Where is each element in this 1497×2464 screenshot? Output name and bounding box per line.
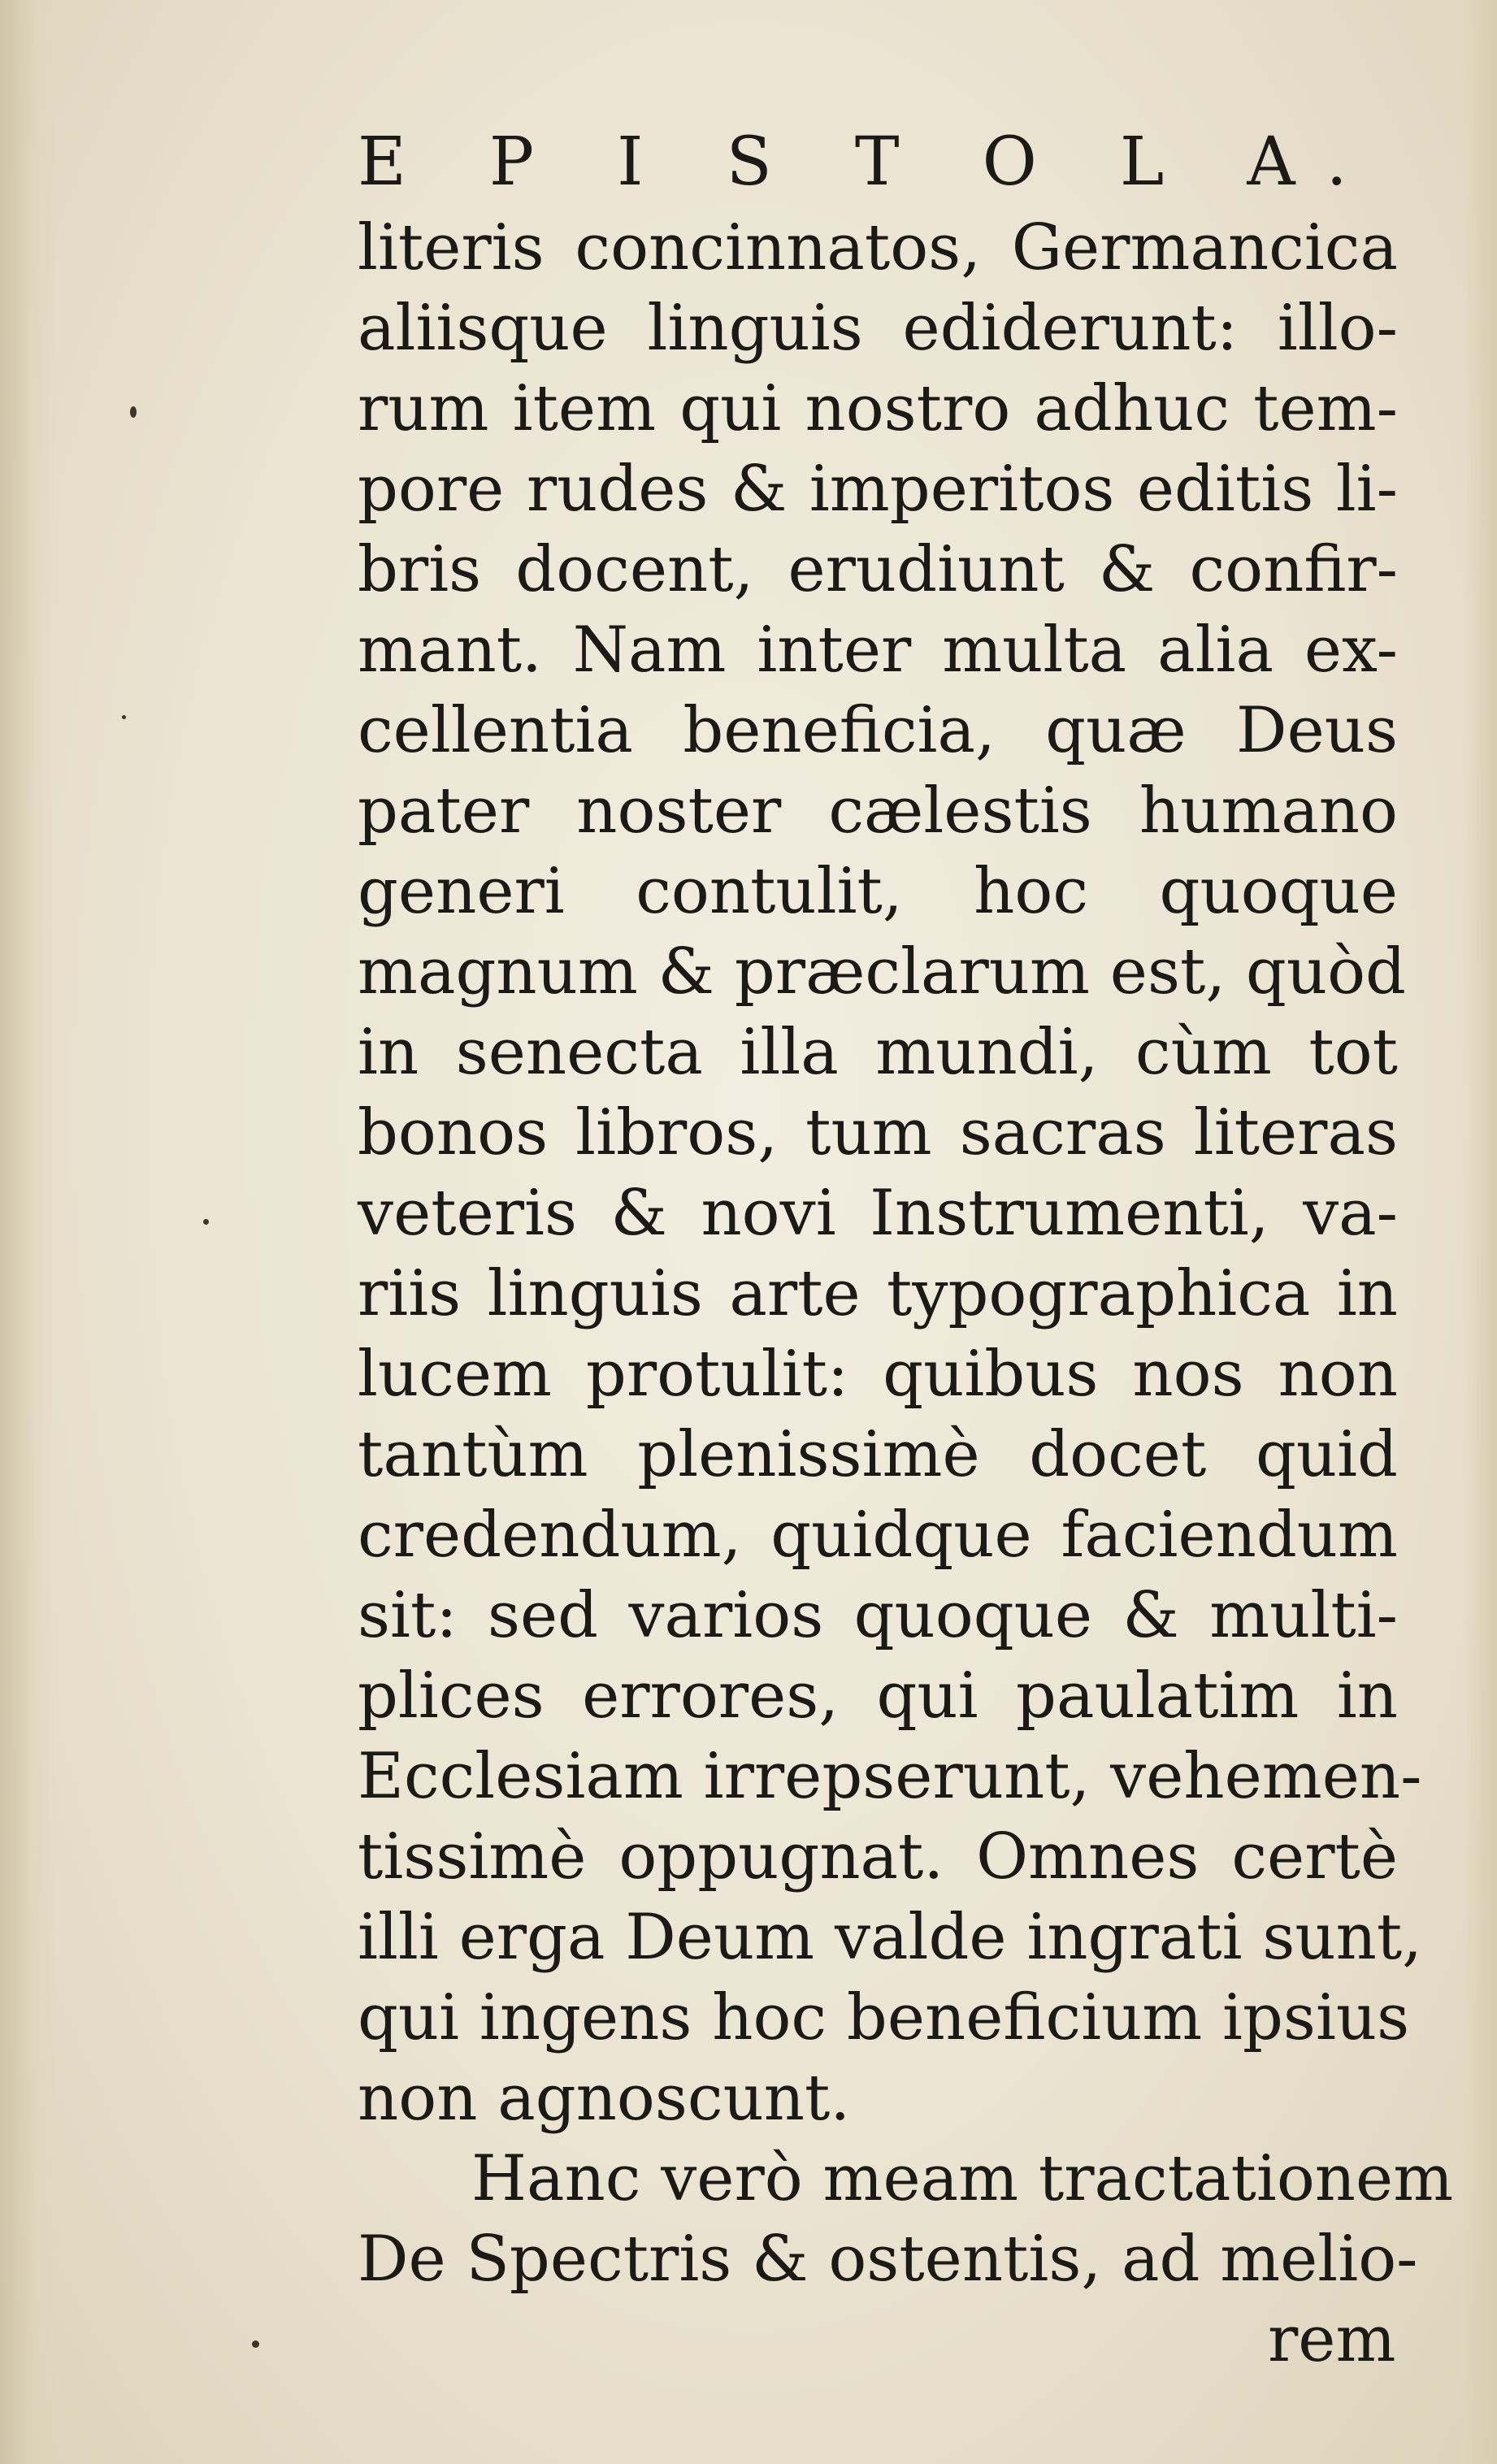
text-line: bris docent, erudiunt & confir- (358, 533, 1398, 606)
text-line: De Spectris & ostentis, ad melio- (358, 2223, 1418, 2296)
text-line: plices errores, qui paulatim in (358, 1659, 1398, 1733)
page-gutter-shadow (0, 0, 57, 2464)
text-line: cellentia beneficia, quæ Deus (358, 694, 1398, 767)
text-line: Ecclesiam irrepserunt, vehemen- (358, 1740, 1422, 1813)
text-line: sit: sed varios quoque & multi- (358, 1579, 1398, 1652)
text-line: illi erga Deum valde ingrati sunt, (358, 1901, 1422, 1974)
text-line: veteris & novi Instrumenti, va- (358, 1177, 1398, 1250)
paper-speck (252, 2340, 259, 2348)
text-line: tissimè oppugnat. Omnes certè (358, 1820, 1398, 1894)
text-line: pater noster cælestis humano (358, 774, 1398, 848)
paper-speck (122, 715, 126, 719)
catchword: rem (1268, 2303, 1396, 2376)
running-head: E P I S T O L A. (358, 124, 1378, 201)
text-line: magnum & præclarum est, quòd (358, 935, 1406, 1009)
text-line: aliisque linguis ediderunt: illo- (358, 292, 1398, 365)
text-line: rum item qui nostro adhuc tem- (358, 372, 1398, 445)
paper-speck (130, 406, 137, 418)
text-line: generi contulit, hoc quoque (358, 855, 1398, 928)
text-line: in senecta illa mundi, cùm tot (358, 1016, 1398, 1089)
text-line: qui ingens hoc beneficium ipsius (358, 1981, 1410, 2054)
text-line: riis linguis arte typographica in (358, 1257, 1398, 1330)
text-line: credendum, quidque faciendum (358, 1499, 1398, 1572)
text-line: bonos libros, tum sacras literas (358, 1096, 1398, 1169)
page-edge-shadow (1464, 0, 1497, 2464)
body-text (358, 208, 1454, 2300)
text-line: mant. Nam inter multa alia ex- (358, 614, 1398, 687)
paragraph-start-line: Hanc verò meam tractationem (471, 2142, 1454, 2215)
text-line: literis concinnatos, Germancica (358, 211, 1398, 284)
paragraph-end-line: non agnoscunt. (358, 2062, 851, 2135)
paper-speck (203, 1219, 209, 1225)
text-line: tantùm plenissimè docet quid (358, 1418, 1398, 1491)
text-line: pore rudes & imperitos editis li- (358, 453, 1398, 526)
text-line: lucem protulit: quibus nos non (358, 1338, 1398, 1411)
